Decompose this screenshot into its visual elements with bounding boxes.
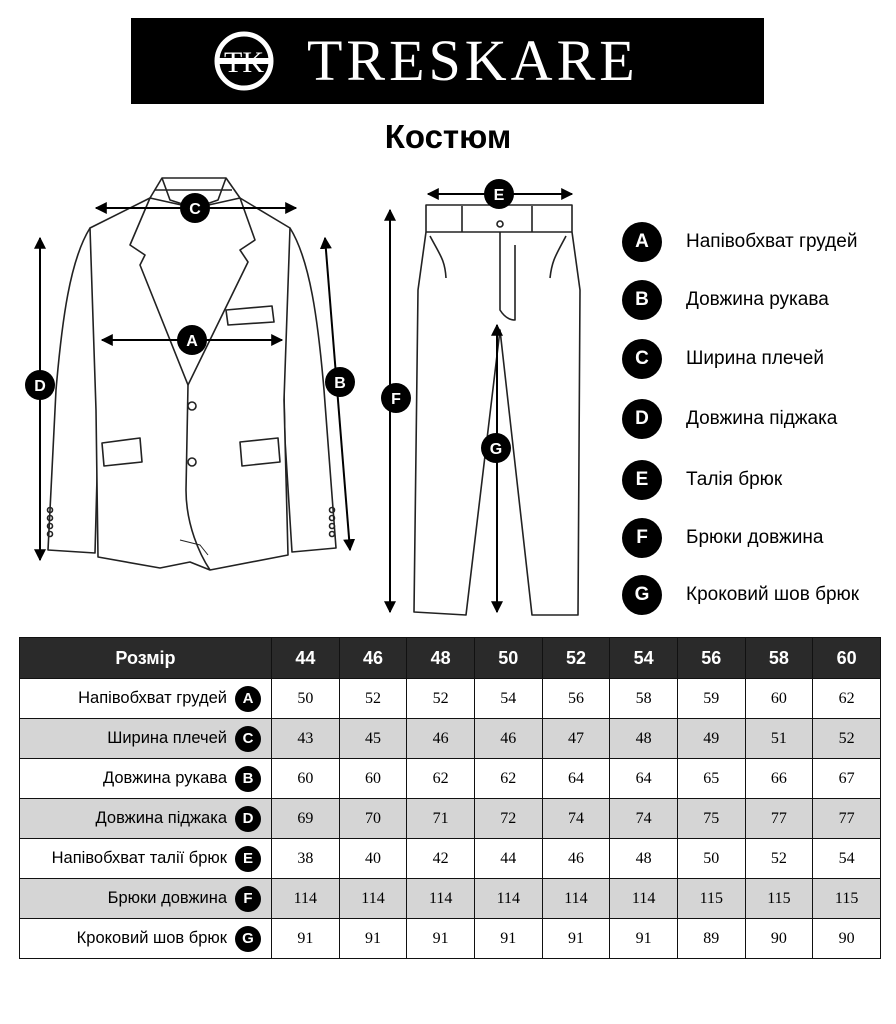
table-cell: 60 (745, 679, 813, 719)
table-cell: 67 (813, 759, 881, 799)
measurement-label: Напівобхват грудей (78, 689, 227, 707)
legend-badge: C (622, 339, 662, 379)
measurement-badge: E (235, 846, 261, 872)
page-title: Костюм (384, 118, 512, 155)
legend-label: Ширина плечей (686, 348, 824, 369)
legend-badge: G (622, 575, 662, 615)
size-header-label: Розмір (20, 638, 272, 679)
table-cell: 90 (813, 919, 881, 959)
marker-e (484, 179, 514, 209)
table-cell: 90 (745, 919, 813, 959)
legend-item (622, 399, 837, 439)
legend-label: Брюки довжина (686, 527, 824, 548)
measurement-label-cell (20, 759, 272, 799)
measurement-label-cell (20, 879, 272, 919)
table-cell: 69 (272, 799, 340, 839)
legend-item (622, 339, 824, 379)
table-cell: 45 (339, 719, 407, 759)
table-cell: 38 (272, 839, 340, 879)
table-cell: 51 (745, 719, 813, 759)
table-cell: 49 (677, 719, 745, 759)
table-cell: 60 (272, 759, 340, 799)
table-cell: 91 (272, 919, 340, 959)
marker-g (481, 433, 511, 463)
svg-text:D: D (34, 378, 46, 395)
table-cell: 74 (542, 799, 610, 839)
table-cell: 52 (407, 679, 475, 719)
table-cell: 56 (542, 679, 610, 719)
legend-label: Кроковий шов брюк (686, 584, 860, 605)
table-cell: 54 (474, 679, 542, 719)
measurement-label: Напівобхват талії брюк (51, 849, 227, 867)
legend-label: Довжина піджака (686, 408, 838, 429)
table-row (20, 879, 881, 919)
measurement-label: Довжина рукава (103, 769, 227, 787)
legend-badge: B (622, 280, 662, 320)
table-cell: 47 (542, 719, 610, 759)
table-cell: 91 (474, 919, 542, 959)
size-column-header: 46 (339, 638, 407, 679)
table-cell: 64 (542, 759, 610, 799)
measurement-label: Ширина плечей (107, 729, 227, 747)
jacket-drawing (48, 178, 337, 570)
measurement-label-cell (20, 679, 272, 719)
measurement-badge: C (235, 726, 261, 752)
size-column-header: 56 (677, 638, 745, 679)
marker-d (25, 370, 55, 400)
table-cell: 77 (813, 799, 881, 839)
size-column-header: 48 (407, 638, 475, 679)
legend-label: Напівобхват грудей (686, 231, 858, 252)
table-cell: 52 (813, 719, 881, 759)
table-cell: 114 (339, 879, 407, 919)
table-cell: 91 (407, 919, 475, 959)
table-cell: 62 (813, 679, 881, 719)
table-cell: 42 (407, 839, 475, 879)
size-column-header: 50 (474, 638, 542, 679)
table-cell: 46 (542, 839, 610, 879)
table-cell: 77 (745, 799, 813, 839)
table-cell: 60 (339, 759, 407, 799)
size-column-header: 52 (542, 638, 610, 679)
legend-item (622, 518, 823, 558)
table-cell: 115 (677, 879, 745, 919)
table-cell: 58 (610, 679, 678, 719)
measurement-label: Брюки довжина (107, 889, 227, 907)
table-cell: 74 (610, 799, 678, 839)
table-cell: 48 (610, 719, 678, 759)
brand-logo-text: TK (224, 46, 264, 79)
table-cell: 71 (407, 799, 475, 839)
brand-header (131, 18, 764, 104)
legend-badge: A (622, 222, 662, 262)
table-cell: 48 (610, 839, 678, 879)
size-header-row (20, 638, 881, 679)
suit-diagram (0, 160, 620, 630)
table-cell: 115 (813, 879, 881, 919)
measurement-label-cell (20, 799, 272, 839)
measurement-badge: B (235, 766, 261, 792)
legend-item (622, 575, 859, 615)
svg-text:E: E (493, 187, 505, 204)
table-cell: 70 (339, 799, 407, 839)
table-cell: 40 (339, 839, 407, 879)
legend-item (622, 460, 782, 500)
legend-label: Талія брюк (686, 469, 783, 490)
measurement-badge: D (235, 806, 261, 832)
table-cell: 50 (677, 839, 745, 879)
size-column-header: 44 (272, 638, 340, 679)
table-cell: 65 (677, 759, 745, 799)
legend-item (622, 280, 829, 320)
legend-badge: F (622, 518, 662, 558)
table-cell: 46 (407, 719, 475, 759)
table-cell: 91 (339, 919, 407, 959)
brand-logo-icon (213, 30, 275, 92)
marker-b (325, 367, 355, 397)
table-cell: 59 (677, 679, 745, 719)
brand-name: TRESKARE (307, 28, 639, 93)
table-cell: 91 (610, 919, 678, 959)
size-column-header: 54 (610, 638, 678, 679)
svg-text:F: F (391, 391, 401, 408)
table-cell: 46 (474, 719, 542, 759)
table-row (20, 679, 881, 719)
table-cell: 52 (339, 679, 407, 719)
table-cell: 43 (272, 719, 340, 759)
size-table (19, 637, 881, 959)
table-cell: 114 (542, 879, 610, 919)
size-column-header: 60 (813, 638, 881, 679)
marker-f (381, 383, 411, 413)
table-cell: 52 (745, 839, 813, 879)
measurement-label-cell (20, 919, 272, 959)
table-cell: 72 (474, 799, 542, 839)
measurement-label-cell (20, 839, 272, 879)
table-cell: 115 (745, 879, 813, 919)
table-cell: 75 (677, 799, 745, 839)
legend-badge: E (622, 460, 662, 500)
legend-label: Довжина рукава (686, 289, 829, 310)
table-row (20, 799, 881, 839)
table-cell: 62 (474, 759, 542, 799)
table-cell: 50 (272, 679, 340, 719)
measurement-label: Довжина піджака (95, 809, 227, 827)
table-cell: 91 (542, 919, 610, 959)
table-cell: 62 (407, 759, 475, 799)
table-row (20, 759, 881, 799)
legend-badge: D (622, 399, 662, 439)
table-cell: 54 (813, 839, 881, 879)
table-cell: 64 (610, 759, 678, 799)
table-cell: 114 (272, 879, 340, 919)
table-cell: 66 (745, 759, 813, 799)
table-row (20, 719, 881, 759)
measurement-label: Кроковий шов брюк (76, 929, 227, 947)
measurement-badge: A (235, 686, 261, 712)
svg-text:A: A (186, 333, 198, 350)
size-column-header: 58 (745, 638, 813, 679)
table-cell: 89 (677, 919, 745, 959)
svg-text:G: G (489, 441, 503, 458)
measurement-badge: F (235, 886, 261, 912)
marker-a (177, 325, 207, 355)
table-cell: 114 (474, 879, 542, 919)
measurement-badge: G (235, 926, 261, 952)
table-cell: 114 (407, 879, 475, 919)
table-row (20, 919, 881, 959)
table-cell: 114 (610, 879, 678, 919)
table-cell: 44 (474, 839, 542, 879)
table-row (20, 839, 881, 879)
svg-text:C: C (189, 201, 201, 218)
measurement-label-cell (20, 719, 272, 759)
marker-c (180, 193, 210, 223)
legend-item (622, 222, 857, 262)
svg-text:B: B (334, 375, 346, 392)
